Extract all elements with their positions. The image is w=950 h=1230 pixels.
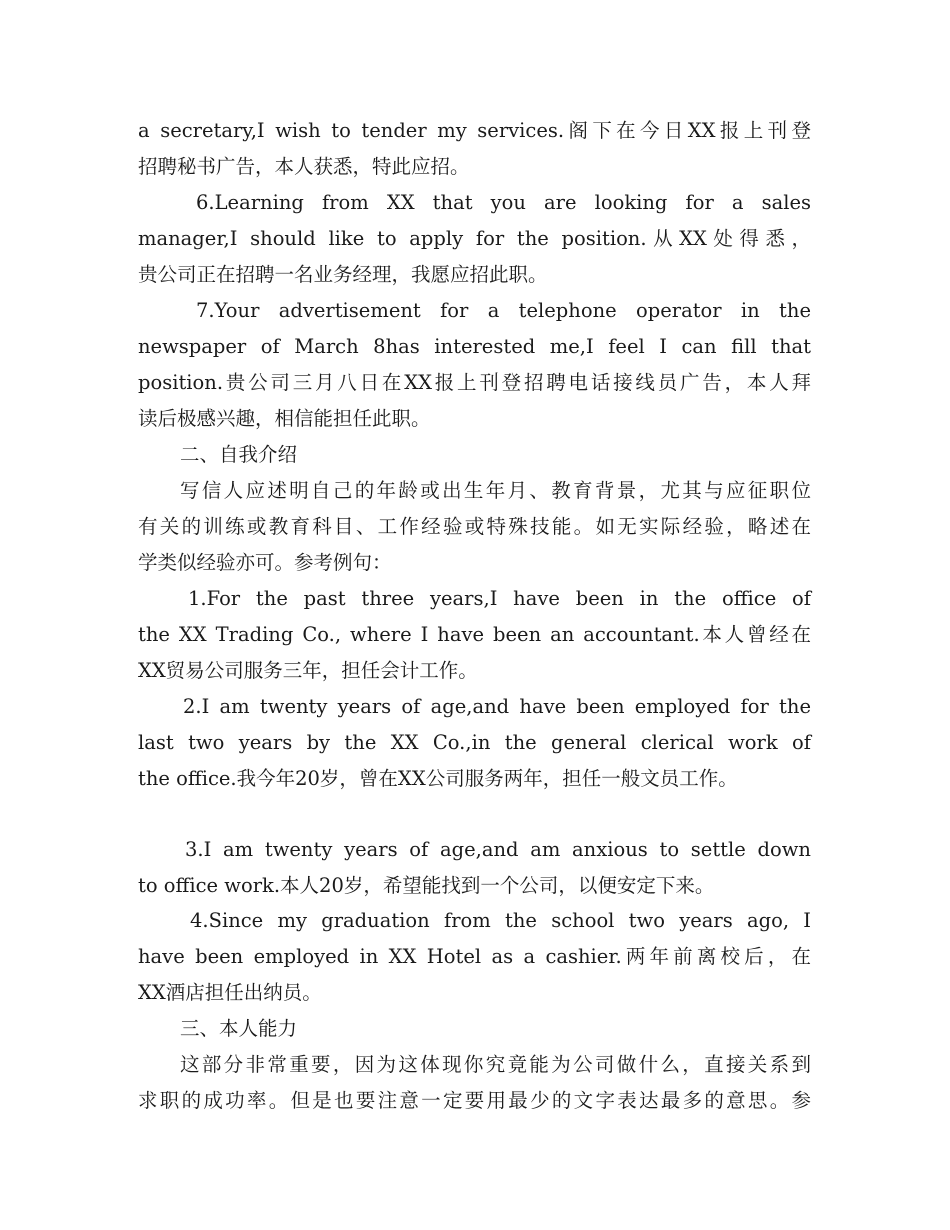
text-line: a secretary,I wish to tender my services.阁下在今日XX报上刊登 — [138, 119, 811, 142]
text-line: 贵公司正在招聘一名业务经理，我愿应招此职。 — [138, 263, 548, 286]
text-line: 三、本人能力 — [180, 1017, 298, 1040]
text-line: 学类似经验亦可。参考例句： — [138, 551, 392, 574]
text-line: the XX Trading Co., where I have been an accountant.本人曾经在 — [138, 623, 811, 646]
text-line: to office work.本人20岁，希望能找到一个公司，以便安定下来。 — [138, 874, 715, 897]
text-line: 这部分非常重要，因为这体现你究竟能为公司做什么，直接关系到 — [180, 1053, 811, 1076]
text-line: the office.我今年20岁，曾在XX公司服务两年，担任一般文员工作。 — [138, 767, 738, 790]
text-line: position.贵公司三月八日在XX报上刊登招聘电话接线员广告，本人拜 — [138, 371, 811, 394]
text-line: manager,I should like to apply for the position.从XX处得悉， — [138, 227, 811, 250]
text-line: have been employed in XX Hotel as a cashier.两年前离校后，在 — [138, 945, 811, 968]
text-line: last two years by the XX Co.,in the general clerical work of — [138, 731, 811, 754]
text-line: XX酒店担任出纳员。 — [138, 981, 322, 1004]
text-line: 2.I am twenty years of age,and have been employed for the — [183, 695, 811, 718]
text-line: 二、自我介绍 — [180, 443, 298, 466]
text-line: 招聘秘书广告，本人获悉，特此应招。 — [138, 155, 470, 178]
text-line: 读后极感兴趣，相信能担任此职。 — [138, 407, 431, 430]
text-line: 7.Your advertisement for a telephone operator in the — [196, 299, 811, 322]
text-line: 有关的训练或教育科目、工作经验或特殊技能。如无实际经验，略述在 — [138, 515, 811, 538]
text-line: 3.I am twenty years of age,and am anxious to settle down — [185, 838, 811, 861]
text-line: 求职的成功率。但是也要注意一定要用最少的文字表达最多的意思。参 — [138, 1089, 811, 1112]
text-line: 写信人应述明自己的年龄或出生年月、教育背景，尤其与应征职位 — [180, 479, 811, 502]
text-line: 1.For the past three years,I have been in the office of — [188, 587, 811, 610]
text-line: 4.Since my graduation from the school two years ago, I — [190, 909, 811, 932]
text-line: XX贸易公司服务三年，担任会计工作。 — [138, 659, 478, 682]
text-line: 6.Learning from XX that you are looking for a sales — [196, 191, 811, 214]
text-line: newspaper of March 8has interested me,I feel I can fill that — [138, 335, 811, 358]
